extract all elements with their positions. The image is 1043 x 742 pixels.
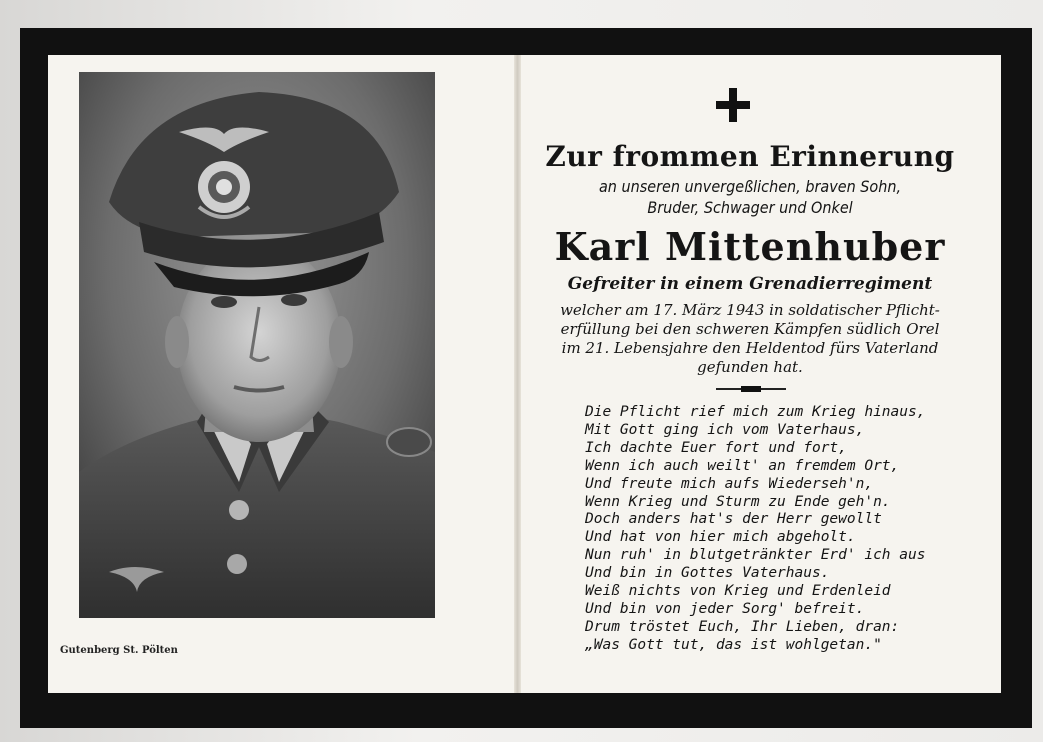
poem-line: Drum tröstet Euch, Ihr Lieben, dran: [585, 618, 900, 635]
poem-line: Und bin von jeder Sorg' befreit. [585, 600, 865, 617]
poem-line: Wenn ich auch weilt' an fremdem Ort, [585, 457, 900, 474]
poem-line: „Was Gott tut, das ist wohlgetan." [585, 636, 882, 653]
dedication-text [530, 176, 970, 218]
detail-line: im 21. Lebensjahre den Heldentod fürs Vaterland [561, 339, 939, 357]
poem-line: Die Pflicht rief mich zum Krieg hinaus, [585, 404, 926, 420]
ornamental-divider [716, 388, 786, 390]
death-details [530, 301, 970, 377]
poem-line: Wenn Krieg und Sturm zu Ende geh'n. [585, 493, 891, 510]
poem-line: Mit Gott ging ich vom Vaterhaus, [585, 421, 865, 438]
cross-icon [716, 88, 750, 122]
poem-line: Nun ruh' in blutgetränkter Erd' ich aus [585, 547, 926, 564]
military-rank: Gefreiter in einem Grenadierregiment [567, 274, 933, 294]
poem-line: Doch anders hat's der Herr gewollt [585, 511, 882, 528]
dedication-line: an unseren unvergeßlichen, braven Sohn, [598, 177, 902, 196]
detail-line: erfüllung bei den schweren Kämpfen südlich Orel [560, 320, 940, 338]
printer-imprint: Gutenberg St. Pölten [60, 645, 178, 656]
poem-line: Weiß nichts von Krieg und Erdenleid [585, 583, 891, 600]
detail-line: gefunden hat. [697, 358, 803, 376]
deceased-name: Karl Mittenhuber [554, 224, 946, 269]
dedication-line: Bruder, Schwager und Onkel [647, 198, 853, 217]
poem-line: Und bin in Gottes Vaterhaus. [585, 565, 830, 582]
memorial-poem [585, 404, 975, 655]
memorial-heading: Zur frommen Erinnerung [545, 140, 955, 173]
poem-line: Und hat von hier mich abgeholt. [585, 529, 856, 546]
poem-line: Und freute mich aufs Wiederseh'n, [585, 475, 874, 492]
poem-line: Ich dachte Euer fort und fort, [585, 439, 847, 456]
soldier-portrait-photo [79, 72, 435, 618]
card-fold [514, 55, 521, 693]
detail-line: welcher am 17. März 1943 in soldatischer Pflicht- [560, 301, 940, 319]
